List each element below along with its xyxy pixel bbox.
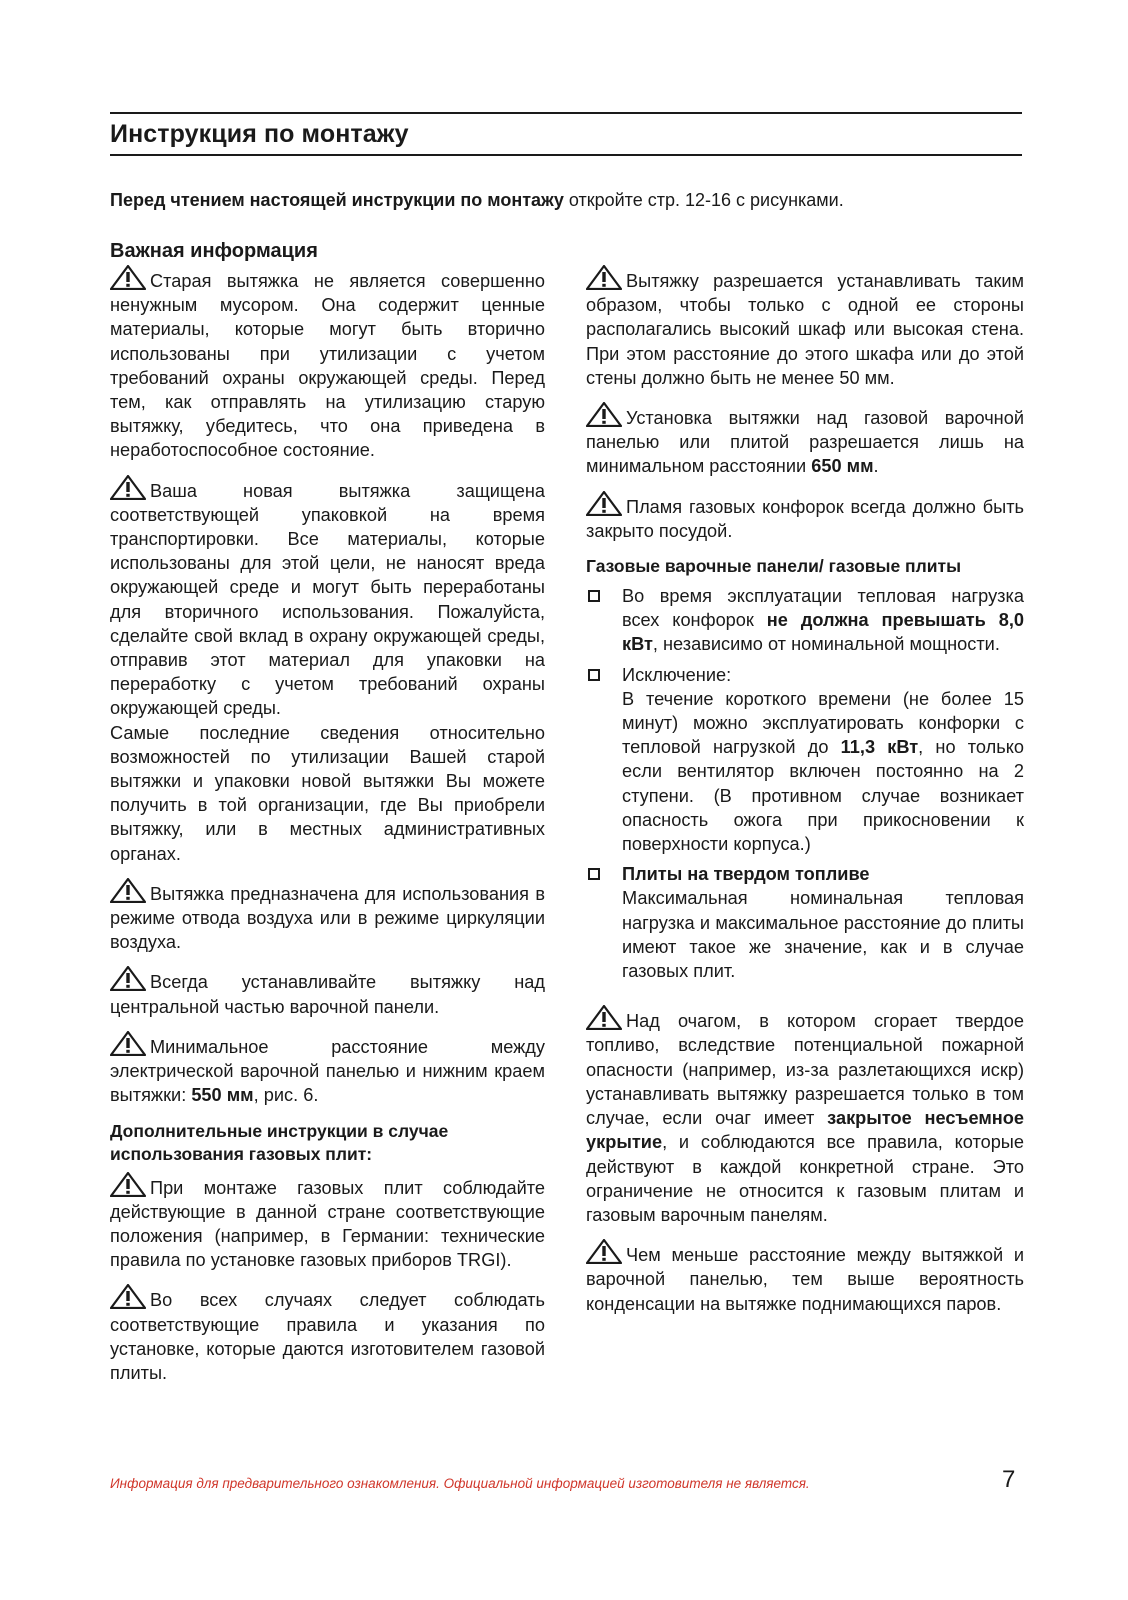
- warning-triangle-icon: [110, 878, 146, 903]
- paragraph: Старая вытяжка не является совершенно ненужным мусором. Она содержит ценные материалы, которые могут быть вторично использованы при утилизации с учетом требований охраны окружающей среды. Перед тем, как отправлять на утилизацию старую вытяжку, убедитесь, что она приведена в неработоспособное состояние.: [110, 265, 545, 463]
- page-title: Инструкция по монтажу: [110, 120, 409, 148]
- warning-triangle-icon: [110, 1031, 146, 1056]
- warning-triangle-icon: [110, 966, 146, 991]
- page-number: 7: [1002, 1466, 1016, 1493]
- warning-triangle-icon: [110, 1172, 146, 1197]
- warning-triangle-icon: [586, 1239, 622, 1264]
- checkbox-icon: [588, 669, 600, 681]
- list-item: Плиты на твердом топливе Максимальная номинальная тепловая нагрузка и максимальное расстояние до плиты имеют такое же значение, как и в случае газовых плит.: [586, 862, 1024, 983]
- paragraph: Минимальное расстояние между электрической варочной панелью и нижним краем вытяжки: 550 мм, рис. 6.: [110, 1031, 545, 1108]
- section-heading: Важная информация: [110, 240, 318, 262]
- subheading: Дополнительные инструкции в случае использования газовых плит:: [110, 1120, 449, 1164]
- paragraph: Всегда устанавливайте вытяжку над центральной частью варочной панели.: [110, 966, 545, 1018]
- checkbox-icon: [588, 590, 600, 602]
- right-column: [586, 265, 1024, 1328]
- left-column: [110, 265, 545, 1397]
- paragraph: Ваша новая вытяжка защищена соответствующей упаковкой на время транспортировки. Все материалы, которые использованы для этой цели, не наносят вреда окружающей среде и могут быть переработаны для вторичного использования. Пожалуйста, сделайте свой вклад в охрану окружающей среды, отправив этот материал для упаковки на переработку с учетом требований охраны окружающей среды.: [110, 475, 545, 721]
- paragraph: При монтаже газовых плит соблюдайте действующие в данной стране соответствующие положения (например, в Германии: технические правила по установке газовых приборов TRGI).: [110, 1172, 545, 1273]
- paragraph: Установка вытяжки над газовой варочной панелью или плитой разрешается лишь на минимальном расстоянии 650 мм.: [586, 402, 1024, 479]
- intro-line: [110, 190, 1030, 211]
- warning-triangle-icon: [586, 402, 622, 427]
- footer-note: Информация для предварительного ознакомления. Официальной информацией изготовителя не является.: [110, 1476, 810, 1491]
- checkbox-icon: [588, 868, 600, 880]
- warning-triangle-icon: [586, 491, 622, 516]
- intro-rest: откройте стр. 12-16 с рисунками.: [563, 190, 844, 210]
- list-item: Исключение: В течение короткого времени (не более 15 минут) можно эксплуатировать конфорки с тепловой нагрузкой до 11,3 кВт, но только если вентилятор включен постоянно на 2 ступени. (В противном случае возникает опасность ожога при прикосновении к поверхности корпуса.): [586, 663, 1024, 857]
- list-item: Во время эксплуатации тепловая нагрузка всех конфорок не должна превышать 8,0 кВт, независимо от номинальной мощности.: [586, 584, 1024, 657]
- warning-triangle-icon: [586, 265, 622, 290]
- top-rule: [110, 112, 1022, 114]
- paragraph: Пламя газовых конфорок всегда должно быть закрыто посудой.: [586, 491, 1024, 543]
- paragraph: Вытяжку разрешается устанавливать таким образом, чтобы только с одной ее стороны располагались высокий шкаф или высокая стена. При этом расстояние до этого шкафа или до этой стены должно быть не менее 50 мм.: [586, 265, 1024, 390]
- warning-triangle-icon: [110, 475, 146, 500]
- paragraph: Над очагом, в котором сгорает твердое топливо, вследствие потенциальной пожарной опасности (например, из-за разлетающихся искр) устанавливать вытяжку разрешается только в том случае, если очаг имеет закрытое несъемное укрытие, и соблюдаются все правила, которые действуют в каждой конкретной стране. Это ограничение не относится к газовым плитам и газовым варочным панелям.: [586, 1005, 1024, 1227]
- title-underline: [110, 154, 1022, 156]
- paragraph: Вытяжка предназначена для использования в режиме отвода воздуха или в режиме циркуляции воздуха.: [110, 878, 545, 955]
- subheading: Газовые варочные панели/ газовые плиты: [586, 556, 962, 577]
- paragraph: Самые последние сведения относительно возможностей по утилизации Вашей старой вытяжки и упаковки новой вытяжки Вы можете получить в той организации, где Вы приобрели вытяжку, или в местных административных органах.: [110, 722, 545, 864]
- paragraph: Во всех случаях следует соблюдать соответствующие правила и указания по установке, которые даются изготовителем газовой плиты.: [110, 1284, 545, 1385]
- paragraph: Чем меньше расстояние между вытяжкой и варочной панелью, тем выше вероятность конденсации на вытяжке поднимающихся паров.: [586, 1239, 1024, 1316]
- warning-triangle-icon: [110, 265, 146, 290]
- warning-triangle-icon: [110, 1284, 146, 1309]
- checklist: [586, 584, 1024, 983]
- intro-bold: Перед чтением настоящей инструкции по монтажу: [110, 190, 564, 210]
- warning-triangle-icon: [586, 1005, 622, 1030]
